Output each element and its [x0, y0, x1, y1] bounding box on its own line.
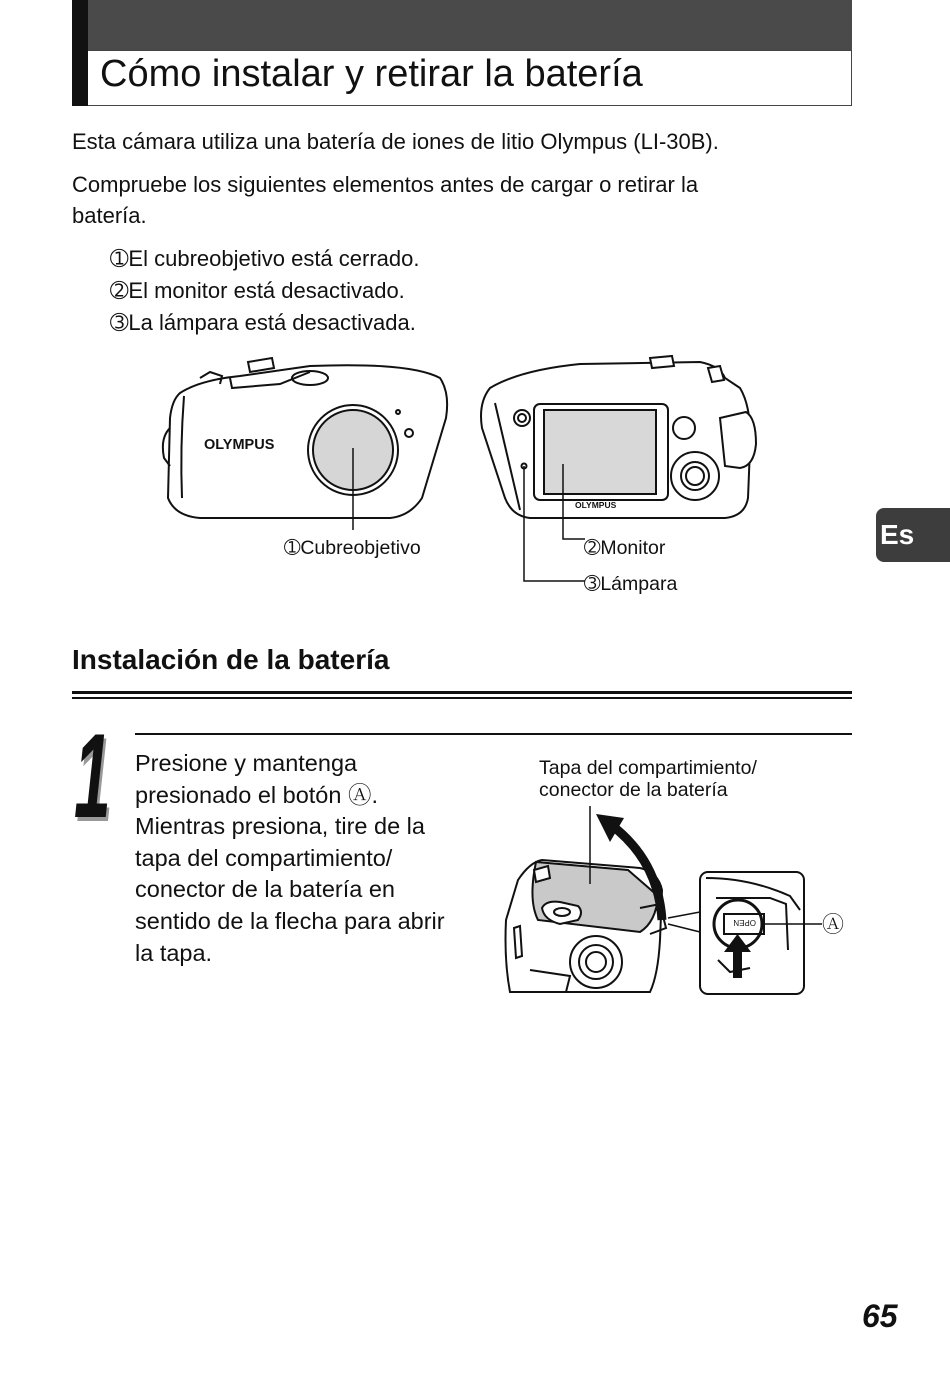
battery-release-inset — [700, 872, 804, 994]
page-number: 65 — [862, 1298, 898, 1334]
intro-line-2a: Compruebe los siguientes elementos antes de cargar o retirar la — [72, 172, 699, 197]
battery-cover-label: Tapa del compartimiento/ conector de la batería — [539, 757, 757, 801]
open-button-text: OPEN — [733, 918, 756, 927]
section-rule-thick — [72, 691, 852, 694]
step-instruction: Presione y mantenga presionado el botón Ⓐ. Mientras presiona, tire de la tapa del compartimiento/ conector de la batería en sentido de la flecha para abrir la tapa. — [135, 750, 445, 966]
title-side-bar — [72, 0, 88, 106]
front-brand-label: OLYMPUS — [204, 437, 275, 453]
label-monitor: ➁Monitor — [584, 537, 666, 559]
step-rule — [135, 733, 852, 735]
push-arrow-icon — [733, 950, 742, 978]
step-number: 1 — [74, 709, 111, 843]
camera-top-drawing — [506, 860, 667, 992]
label-lens-cover: ➀Cubreobjetivo — [284, 537, 421, 559]
back-brand-label: OLYMPUS — [575, 500, 617, 510]
section-rule-thin — [72, 697, 852, 699]
camera-back-drawing — [481, 356, 756, 518]
checklist-item-1: ➀El cubreobjetivo está cerrado. — [110, 246, 420, 271]
intro-line-1: Esta cámara utiliza una batería de iones de litio Olympus (LI-30B). — [72, 129, 719, 154]
checklist-item-3: ➂La lámpara está desactivada. — [110, 310, 416, 335]
callout-a-label: Ⓐ — [822, 912, 845, 937]
language-tab: Es — [876, 508, 950, 562]
intro-line-2b: batería. — [72, 203, 147, 228]
camera-front-back-illustration — [160, 348, 780, 608]
checklist-item-2: ➁El monitor está desactivado. — [110, 278, 405, 303]
label-lamp: ➂Lámpara — [584, 573, 678, 595]
battery-cover-illustration — [500, 800, 850, 1000]
title-bar-band — [72, 0, 852, 50]
section-heading: Instalación de la batería — [72, 644, 390, 675]
page-title: Cómo instalar y retirar la batería — [100, 53, 643, 95]
